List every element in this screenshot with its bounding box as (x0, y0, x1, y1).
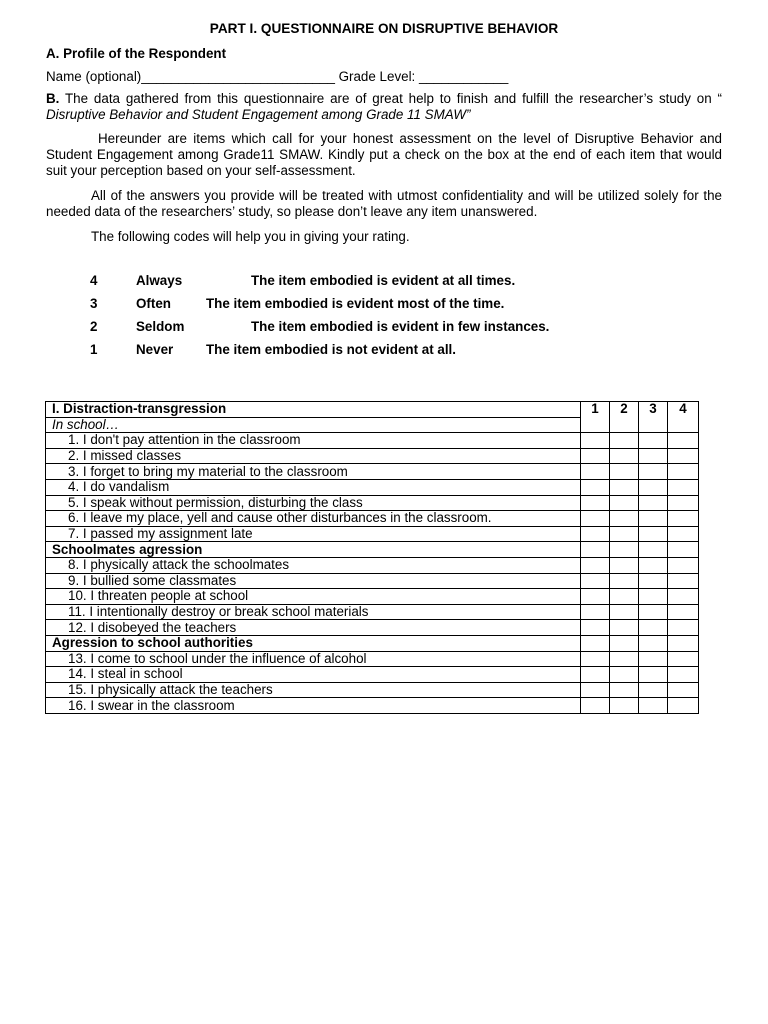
intro-text: The data gathered from this questionnaire are of great help to finish and fulfill the researcher’s study on “ (59, 91, 722, 106)
rating-box-3[interactable] (639, 526, 668, 542)
rating-box-4[interactable] (668, 557, 699, 573)
rating-box-1[interactable] (581, 682, 610, 698)
table-row (46, 448, 699, 464)
item-text: 8. I physically attack the schoolmates (46, 557, 581, 573)
rating-box-3 (639, 635, 668, 651)
code-number: 4 (90, 273, 98, 288)
rating-box-3[interactable] (639, 651, 668, 667)
rating-box-4[interactable] (668, 479, 699, 495)
item-text: 7. I passed my assignment late (46, 526, 581, 542)
rating-box-4[interactable] (668, 511, 699, 527)
item-text: 1. I don't pay attention in the classroom (46, 433, 581, 449)
rating-box-3[interactable] (639, 682, 668, 698)
rating-box-3[interactable] (639, 495, 668, 511)
table-row (46, 682, 699, 698)
rating-box-4[interactable] (668, 651, 699, 667)
rating-box-1[interactable] (581, 698, 610, 714)
questionnaire-page (46, 20, 722, 361)
rating-box-2[interactable] (610, 557, 639, 573)
code-word: Never (136, 342, 174, 357)
rating-box-4[interactable] (668, 620, 699, 636)
rating-box-1[interactable] (581, 651, 610, 667)
rating-box-1[interactable] (581, 589, 610, 605)
section-title: I. Distraction-transgression (46, 402, 581, 418)
rating-box-4[interactable] (668, 667, 699, 683)
table-row (46, 464, 699, 480)
intro-paragraph (46, 91, 722, 123)
code-row (46, 292, 722, 315)
rating-box-2[interactable] (610, 589, 639, 605)
code-description: The item embodied is evident at all times. (251, 273, 516, 288)
rating-box-1[interactable] (581, 667, 610, 683)
table-row (46, 620, 699, 636)
rating-box-1[interactable] (581, 464, 610, 480)
rating-box-4[interactable] (668, 433, 699, 449)
code-row (46, 269, 722, 292)
table-row (46, 667, 699, 683)
rating-box-1 (581, 542, 610, 558)
rating-header-2: 2 (610, 402, 639, 433)
rating-box-1[interactable] (581, 479, 610, 495)
rating-header-3: 3 (639, 402, 668, 433)
rating-box-1[interactable] (581, 433, 610, 449)
rating-header-4: 4 (668, 402, 699, 433)
item-text: 10. I threaten people at school (46, 589, 581, 605)
item-text: 12. I disobeyed the teachers (46, 620, 581, 636)
rating-box-2[interactable] (610, 495, 639, 511)
table-row (46, 573, 699, 589)
item-text: 3. I forget to bring my material to the classroom (46, 464, 581, 480)
rating-box-1[interactable] (581, 511, 610, 527)
rating-box-2[interactable] (610, 667, 639, 683)
item-text: 15. I physically attack the teachers (46, 682, 581, 698)
rating-box-3[interactable] (639, 464, 668, 480)
rating-box-1[interactable] (581, 557, 610, 573)
rating-box-2 (610, 635, 639, 651)
rating-box-4[interactable] (668, 604, 699, 620)
section-row (46, 542, 699, 558)
rating-box-2[interactable] (610, 604, 639, 620)
table-row (46, 698, 699, 714)
rating-box-2[interactable] (610, 511, 639, 527)
table-row (46, 651, 699, 667)
item-text: 16. I swear in the classroom (46, 698, 581, 714)
codes-intro: The following codes will help you in giving your rating. (91, 229, 410, 244)
rating-box-4[interactable] (668, 464, 699, 480)
rating-box-2[interactable] (610, 479, 639, 495)
code-description: The item embodied is evident in few instances. (251, 319, 550, 334)
name-grade-line[interactable]: Name (optional)__________________________ Grade Level: ____________ (46, 69, 509, 84)
rating-box-2[interactable] (610, 620, 639, 636)
rating-box-3[interactable] (639, 698, 668, 714)
rating-codes (46, 269, 722, 361)
rating-box-1[interactable] (581, 620, 610, 636)
rating-box-2[interactable] (610, 698, 639, 714)
rating-box-4 (668, 635, 699, 651)
code-description: The item embodied is evident most of the time. (206, 296, 505, 311)
item-text: 5. I speak without permission, disturbing the class (46, 495, 581, 511)
code-number: 2 (90, 319, 98, 334)
rating-box-4[interactable] (668, 495, 699, 511)
code-word: Often (136, 296, 171, 311)
code-row (46, 315, 722, 338)
rating-box-3[interactable] (639, 433, 668, 449)
code-word: Seldom (136, 319, 185, 334)
rating-box-2[interactable] (610, 464, 639, 480)
rating-box-3 (639, 542, 668, 558)
rating-box-3[interactable] (639, 511, 668, 527)
table-row (46, 526, 699, 542)
rating-box-2[interactable] (610, 433, 639, 449)
rating-box-4[interactable] (668, 526, 699, 542)
rating-box-1[interactable] (581, 604, 610, 620)
rating-box-2[interactable] (610, 651, 639, 667)
code-number: 1 (90, 342, 98, 357)
questionnaire-table (45, 401, 699, 714)
rating-box-3[interactable] (639, 604, 668, 620)
item-text: 11. I intentionally destroy or break school materials (46, 604, 581, 620)
section-title: Agression to school authorities (46, 635, 581, 651)
confidentiality-paragraph: All of the answers you provide will be treated with utmost confidentiality and will be utilized solely for the needed data of the researchers’ study, so please don’t leave any item unanswered. (46, 188, 722, 219)
table-row (46, 604, 699, 620)
rating-box-1[interactable] (581, 448, 610, 464)
table-row (46, 479, 699, 495)
table-row (46, 557, 699, 573)
item-text: 14. I steal in school (46, 667, 581, 683)
instructions-paragraph: Hereunder are items which call for your honest assessment on the level of Disruptive Behavior and Student Engagement among Grade11 SMAW. Kindly put a check on the box at the end of each item that would suit your perception based on your self-assessment. (46, 131, 722, 178)
rating-box-1[interactable] (581, 495, 610, 511)
section-b-label: B. (46, 91, 60, 106)
item-text: 2. I missed classes (46, 448, 581, 464)
rating-box-4[interactable] (668, 589, 699, 605)
rating-box-3[interactable] (639, 573, 668, 589)
table-row (46, 589, 699, 605)
table-row (46, 495, 699, 511)
rating-box-4[interactable] (668, 573, 699, 589)
rating-box-1[interactable] (581, 573, 610, 589)
rating-box-2[interactable] (610, 526, 639, 542)
section-subtitle: In school… (46, 417, 581, 433)
table-row (46, 511, 699, 527)
page-title: PART I. QUESTIONNAIRE ON DISRUPTIVE BEHAVIOR (209, 21, 559, 36)
rating-box-4[interactable] (668, 448, 699, 464)
rating-box-2[interactable] (610, 573, 639, 589)
rating-box-2[interactable] (610, 682, 639, 698)
rating-box-2 (610, 542, 639, 558)
code-row (46, 338, 722, 361)
rating-box-2[interactable] (610, 448, 639, 464)
item-text: 4. I do vandalism (46, 479, 581, 495)
rating-box-3[interactable] (639, 667, 668, 683)
rating-box-1 (581, 635, 610, 651)
rating-box-3[interactable] (639, 589, 668, 605)
item-text: 13. I come to school under the influence of alcohol (46, 651, 581, 667)
item-text: 6. I leave my place, yell and cause other disturbances in the classroom. (46, 511, 581, 527)
rating-box-1[interactable] (581, 526, 610, 542)
table-row (46, 433, 699, 449)
item-text: 9. I bullied some classmates (46, 573, 581, 589)
rating-box-3[interactable] (639, 448, 668, 464)
rating-box-4[interactable] (668, 682, 699, 698)
rating-box-3[interactable] (639, 620, 668, 636)
section-row (46, 635, 699, 651)
rating-box-3[interactable] (639, 557, 668, 573)
rating-box-4 (668, 542, 699, 558)
section-title: Schoolmates agression (46, 542, 581, 558)
code-number: 3 (90, 296, 98, 311)
table-header-row (46, 402, 699, 418)
profile-heading: A. Profile of the Respondent (46, 46, 227, 61)
code-description: The item embodied is not evident at all. (206, 342, 457, 357)
rating-box-4[interactable] (668, 698, 699, 714)
rating-header-1: 1 (581, 402, 610, 433)
rating-box-3[interactable] (639, 479, 668, 495)
code-word: Always (136, 273, 183, 288)
study-title: Disruptive Behavior and Student Engagement among Grade 11 SMAW” (46, 107, 471, 122)
